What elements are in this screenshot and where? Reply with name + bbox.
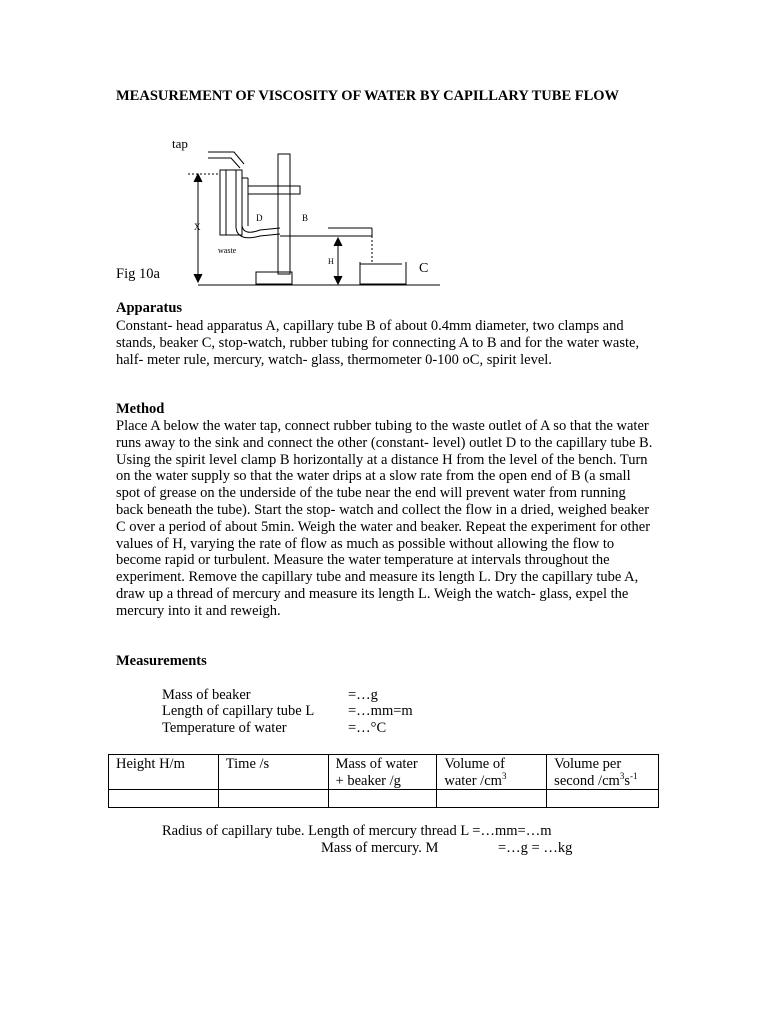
d-label: D [256, 213, 263, 223]
measurement-label: Length of capillary tube L [162, 703, 315, 719]
table-cell[interactable] [547, 790, 659, 808]
measurement-value: =…g [348, 687, 378, 703]
header-volume: Volume of water $/cm^3$ [437, 755, 547, 790]
header-time: Time /s [218, 755, 328, 790]
table-cell[interactable] [437, 790, 547, 808]
header-mass: Mass of water + beaker /g [328, 755, 437, 790]
tap-label: tap [172, 136, 188, 151]
mercury-mass-value: =…g = …kg [498, 840, 573, 856]
method-text: Place A below the water tap, connect rubber tubing to the waste outlet of A so that the water runs away to the sink and connect the other (constant- level) outlet D to the capillary tube B. Using the spirit level clamp B horizontally at a distance H from the level of the bench. Turn on the water supply so that the water drips at a slow rate from the open end of B (a small spot of grease on the underside of the tube near the end will prevent water from running back beneath the tube). Start the stop- watch and collect the flow in a dried, weighed beaker C over a period of about 5min. Weigh the water and beaker. Repeat the experiment for other values of H, varying the rate of flow as much as possible without allowing the flow to become rapid or turbulent. Measure the water temperature at intervals throughout the experiment. Remove the capillary tube and measure its length L. Dry the capillary tube A, draw up a thread of mercury and measure its length L. Weigh the watch- glass, expel the mercury into it and reweigh. [116, 418, 653, 619]
table-row [109, 790, 659, 808]
header-volume-per-second: Volume per second $/cm^3s^{-1}$ [547, 755, 659, 790]
figure-caption: Fig 10a [116, 266, 160, 282]
results-table [108, 754, 659, 808]
c-label: C [419, 261, 429, 276]
tap-pipe [208, 152, 244, 168]
measurement-label: Temperature of water [162, 720, 287, 736]
measurement-label: Mass of beaker [162, 687, 251, 703]
apparatus-text: Constant- head apparatus A, capillary tube B of about 0.4mm diameter, two clamps and stands, beaker C, stop-watch, rubber tubing for connecting A to B and for the water waste, half- meter rule, mercury, watch- glass, thermometer 0-100 oC, spirit level. [116, 318, 640, 368]
h-label: H [328, 257, 334, 266]
apparatus-heading: Apparatus [116, 300, 183, 316]
measurements-heading: Measurements [116, 653, 207, 669]
radius-line: Radius of capillary tube. Length of mercury thread L =…mm=…m [162, 823, 552, 839]
method-heading: Method [116, 401, 165, 417]
apparatus-diagram [110, 130, 470, 300]
constant-head-apparatus [220, 170, 242, 235]
page-title: MEASUREMENT OF VISCOSITY OF WATER BY CAPILLARY TUBE FLOW [116, 88, 620, 104]
table-header-row [109, 755, 659, 790]
stand-clamp [248, 186, 300, 194]
table-cell[interactable] [109, 790, 219, 808]
header-height: Height H/m [109, 755, 219, 790]
mercury-mass-label: Mass of mercury. M [321, 840, 439, 856]
beaker [360, 262, 406, 284]
waste-label: waste [218, 246, 237, 255]
measurement-value: =…°C [348, 720, 387, 736]
table-cell[interactable] [328, 790, 437, 808]
waste-tube [236, 228, 280, 238]
table-cell[interactable] [218, 790, 328, 808]
stand-pole [278, 154, 290, 274]
b-label: B [302, 213, 309, 223]
measurement-value: =…mm=m [348, 703, 413, 719]
x-label: X [194, 222, 201, 232]
